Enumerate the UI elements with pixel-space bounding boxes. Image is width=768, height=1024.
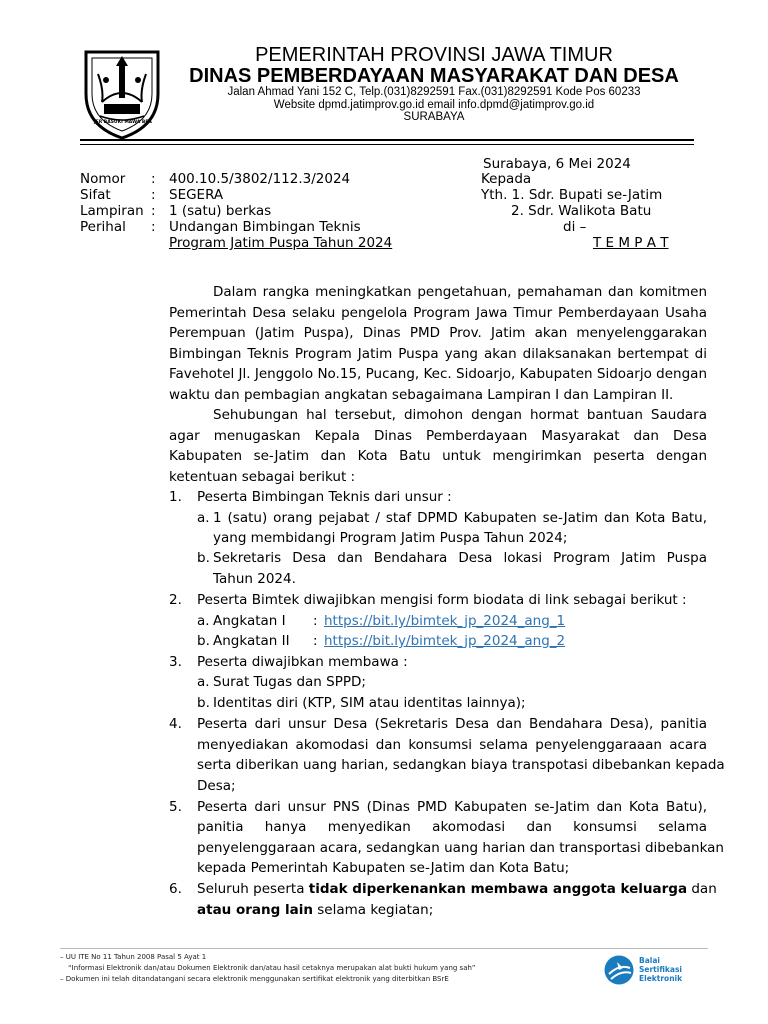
sub-item-letter: b. (197, 550, 210, 566)
sub-item-letter: a. (197, 613, 210, 629)
list-item-4-line-2: menyediakan akomodasi dan konsumsi selama penyelenggaraaan acara (197, 737, 707, 753)
list-item-3-text: Peserta diwajibkan membawa : (197, 654, 408, 670)
batch-1-form-link[interactable]: https://bit.ly/bimtek_jp_2024_ang_1 (324, 613, 566, 629)
list-item-5-line-3: penyelenggaraan acara, sedangkan uang harian dan transportasi dibebankan (197, 840, 724, 856)
footer-law-quote: “Informasi Elektronik dan/atau Dokumen Elektronik dan/atau hasil cetaknya merupakan alat bukti hukum yang sah” (68, 964, 476, 972)
list-item-number: 2. (169, 592, 182, 608)
list-item-6-line-2 (197, 900, 433, 921)
meta-lampiran-label: Lampiran (80, 203, 144, 219)
meta-nomor-value: 400.10.5/3802/112.3/2024 (169, 171, 351, 187)
sub-item-1a-text: 1 (satu) orang pejabat / staf DPMD Kabupaten se-Jatim dan Kota Batu, (213, 510, 707, 526)
recipient-di: di – (563, 219, 587, 235)
meta-lampiran-value: 1 (satu) berkas (169, 203, 272, 219)
list-item-5-line-4: kepada Pemerintah Kabupaten se-Jatim dan Kota Batu; (197, 860, 570, 876)
list-item-6-line-1 (197, 879, 717, 900)
list-item-number: 1. (169, 489, 182, 505)
sub-item-3a-text: Surat Tugas dan SPPD; (213, 674, 366, 690)
meta-sifat-value: SEGERA (169, 187, 224, 203)
meta-sifat-label: Sifat (80, 187, 111, 203)
list-item-6-text: Seluruh peserta (197, 881, 309, 897)
batch-2-label: Angkatan II (213, 633, 290, 649)
bsre-name-line-3: Elektronik (639, 974, 683, 983)
sub-item-1b-text: Sekretaris Desa dan Bendahara Desa lokasi Program Jatim Puspa (213, 550, 707, 566)
meta-nomor-label: Nomor (80, 171, 126, 187)
sub-item-letter: b. (197, 633, 210, 649)
letterhead-address: Jalan Ahmad Yani 152 C, Telp.(031)8292591 Fax.(031)8292591 Kode Pos 60233 (227, 86, 641, 98)
list-item-5-line-1: Peserta dari unsur PNS (Dinas PMD Kabupaten se-Jatim dan Kota Batu), (197, 799, 707, 815)
footer-rule (60, 948, 708, 949)
sub-item-letter: b. (197, 695, 210, 711)
recipient-line-2: 2. Sdr. Walikota Batu (511, 203, 652, 219)
letterhead-contacts: Website dpmd.jatimprov.go.id email info.dpmd@jatimprov.go.id (273, 99, 595, 111)
letterhead-city: SURABAYA (403, 111, 465, 123)
bsre-name-line-2: Sertifikasi (639, 965, 682, 974)
batch-2-form-link[interactable]: https://bit.ly/bimtek_jp_2024_ang_2 (324, 633, 566, 649)
meta-colon: : (151, 187, 156, 203)
meta-perihal-value: Undangan Bimbingan Teknis (169, 219, 361, 235)
recipient-kepada: Kepada (481, 171, 532, 187)
list-item-6-text: dan (687, 881, 717, 897)
meta-perihal-label: Perihal (80, 219, 126, 235)
list-item-6-text: selama kegiatan; (312, 902, 434, 918)
letterhead-rule-thin (80, 144, 694, 145)
list-item-number: 5. (169, 799, 182, 815)
meta-colon: : (151, 203, 156, 219)
footer-esign-note: – Dokumen ini telah ditandatangani secara elektronik menggunakan sertifikat elektronik yang diterbitkan BSrE (60, 975, 449, 983)
sub-item-letter: a. (197, 674, 210, 690)
footer-law-reference: – UU ITE No 11 Tahun 2008 Pasal 5 Ayat 1 (60, 953, 207, 961)
bsre-name-line-1: Balai (639, 956, 660, 965)
letterhead-government: PEMERINTAH PROVINSI JAWA TIMUR (255, 44, 613, 66)
body-paragraph-1: Dalam rangka meningkatkan pengetahuan, pemahaman dan komitmen Pemerintah Desa selaku pengelola Program Jawa Timur Pemberdayaan Usaha Perempuan (Jatim Puspa), Dinas PMD Prov. Jatim akan menyelenggarakan Bimbingan Teknis Program Jatim Puspa yang akan dilaksanakan bertempat di Favehotel Jl. Jenggolo No.15, Pucang, Kec. Sidoarjo, Kabupaten Sidoarjo dengan waktu dan pembagian angkatan sebagaimana Lampiran I dan Lampiran II. (169, 284, 707, 403)
recipient-line-1: Yth. 1. Sdr. Bupati se-Jatim (481, 187, 663, 203)
list-item-number: 3. (169, 654, 182, 670)
meta-perihal-value-2: Program Jatim Puspa Tahun 2024 (169, 235, 393, 251)
bsre-logo (603, 953, 703, 987)
letterhead-agency: DINAS PEMBERDAYAAN MASYARAKAT DAN DESA (189, 65, 679, 87)
list-item-2-text: Peserta Bimtek diwajibkan mengisi form biodata di link sebagai berikut : (197, 592, 687, 608)
sub-item-letter: a. (197, 510, 210, 526)
meta-colon: : (151, 219, 156, 235)
sub-item-1b-text-2: Tahun 2024. (213, 571, 296, 587)
list-item-6-emphasis: atau orang lain (197, 902, 313, 918)
list-item-6-emphasis: tidak diperkenankan membawa anggota keluarga (308, 881, 688, 897)
list-item-1-text: Peserta Bimbingan Teknis dari unsur : (197, 489, 452, 505)
list-item-number: 6. (169, 881, 182, 897)
batch-1-colon: : (313, 613, 318, 629)
list-item-5-line-2: panitia hanya menyedikan akomodasi dan konsumsi selama (197, 819, 707, 835)
list-item-4-line-1: Peserta dari unsur Desa (Sekretaris Desa dan Bendahara Desa), panitia (197, 716, 707, 732)
bsre-globe-icon (603, 954, 635, 986)
meta-colon: : (151, 171, 156, 187)
body-paragraph-2: Sehubungan hal tersebut, dimohon dengan hormat bantuan Saudara agar menugaskan Kepala Dinas Pemberdayaan Masyarakat dan Desa Kabupaten se-Jatim dan Kota Batu untuk mengirimkan peserta dengan ketentuan sebagai berikut : (169, 407, 707, 485)
sub-item-1a-text-2: yang membidangi Program Jatim Puspa Tahun 2024; (213, 530, 568, 546)
list-item-4-line-3: serta diberikan uang harian, sedangkan biaya transpotasi dibebankan kepada (197, 757, 725, 773)
letter-date: Surabaya, 6 Mei 2024 (483, 156, 631, 172)
list-item-4-line-4: Desa; (197, 778, 236, 794)
batch-2-colon: : (313, 633, 318, 649)
seal-motto: JER BASUKI MAWA BEA (94, 120, 152, 125)
letterhead-rule-thick (80, 139, 694, 141)
sub-item-3b-text: Identitas diri (KTP, SIM atau identitas lainnya); (213, 695, 526, 711)
batch-1-label: Angkatan I (213, 613, 286, 629)
recipient-tempat: T E M P A T (593, 235, 669, 251)
list-item-number: 4. (169, 716, 182, 732)
